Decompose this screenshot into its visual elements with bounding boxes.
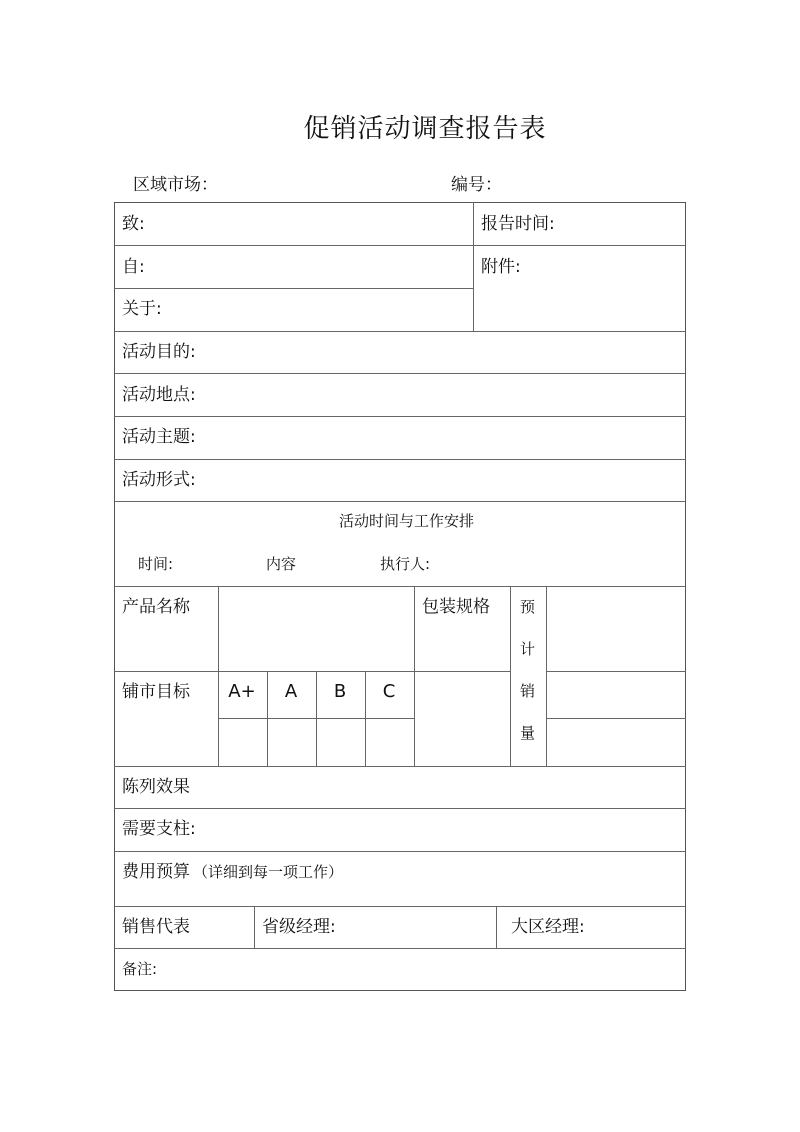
row-divider [546, 718, 686, 719]
row-divider [114, 586, 686, 587]
page-title: 促销活动调查报告表 [303, 114, 547, 144]
budget-label: 费用预算 [122, 862, 190, 882]
grade-label: C [382, 681, 396, 702]
forecast-char: 量 [520, 724, 536, 742]
purpose-label: 活动目的: [122, 342, 196, 362]
sales-rep-label: 销售代表 [122, 917, 190, 937]
support-label: 需要支柱: [122, 819, 196, 839]
row-divider [114, 373, 686, 374]
grade-label: B [333, 681, 347, 702]
forecast-char: 销 [520, 682, 536, 700]
column-divider [546, 586, 547, 766]
column-divider [473, 202, 474, 331]
row-divider [546, 671, 686, 672]
distribution-target-label: 铺市目标 [122, 682, 190, 702]
column-divider [218, 586, 219, 766]
location-label: 活动地点: [122, 385, 196, 405]
regional-manager-label: 大区经理: [511, 917, 585, 937]
about-label: 关于: [122, 299, 162, 319]
row-divider [114, 671, 510, 672]
column-divider [414, 586, 415, 766]
row-divider [114, 501, 686, 502]
column-divider [510, 586, 511, 766]
remarks-label: 备注: [122, 960, 158, 978]
row-divider [114, 288, 473, 289]
format-label: 活动形式: [122, 470, 196, 490]
to-label: 致: [122, 214, 145, 234]
row-divider [114, 416, 686, 417]
theme-label: 活动主题: [122, 427, 196, 447]
schedule-time-label: 时间: [138, 555, 174, 573]
column-divider [254, 906, 255, 948]
row-divider [114, 851, 686, 852]
provincial-manager-label: 省级经理: [262, 917, 336, 937]
attachment-label: 附件: [481, 257, 521, 277]
packaging-label: 包装规格 [422, 597, 490, 617]
display-effect-label: 陈列效果 [122, 777, 190, 797]
grade-label: A [284, 681, 298, 702]
row-divider [114, 459, 686, 460]
report-time-label: 报告时间: [481, 214, 555, 234]
grade-label: A+ [228, 681, 256, 702]
schedule-executor-label: 执行人: [380, 555, 431, 573]
row-divider [114, 245, 686, 246]
budget-note: （详细到每一项工作） [193, 863, 344, 881]
row-divider [114, 906, 686, 907]
schedule-content-label: 内容 [266, 555, 297, 573]
product-name-label: 产品名称 [122, 597, 190, 617]
schedule-title: 活动时间与工作安排 [339, 512, 475, 530]
forecast-char: 预 [520, 598, 536, 616]
row-divider [114, 808, 686, 809]
forecast-char: 计 [520, 640, 536, 658]
region-label: 区域市场： [133, 175, 218, 195]
row-divider [114, 766, 686, 767]
from-label: 自: [122, 257, 145, 277]
row-divider [114, 948, 686, 949]
row-divider [114, 331, 686, 332]
column-divider [496, 906, 497, 948]
number-label: 编号： [451, 175, 502, 195]
